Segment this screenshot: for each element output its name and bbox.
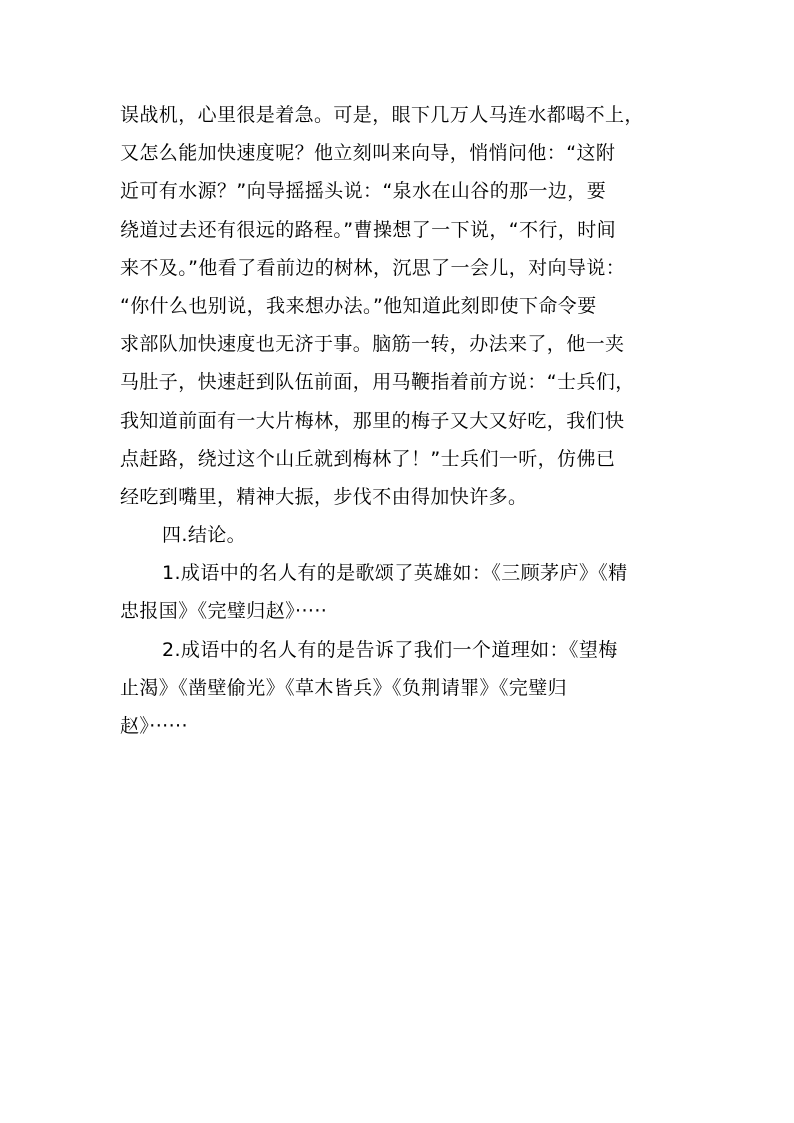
story-line: 又怎么能加快速度呢？他立刻叫来向导，悄悄问他：“这附	[120, 142, 616, 165]
story-line: 经吃到嘴里，精神大振，步伐不由得加快许多。	[120, 485, 528, 508]
conclusion-item-2-line: 2.成语中的名人有的是告诉了我们一个道理如：《望梅	[162, 638, 618, 661]
story-line: 来不及。”他看了看前边的树林，沉思了一会儿，对向导说：	[120, 256, 626, 279]
conclusion-item-1-line: 忠报国》《完璧归赵》·····	[120, 600, 328, 623]
story-line: 求部队加快速度也无济于事。脑筋一转，办法来了，他一夹	[120, 333, 625, 356]
document-body	[120, 96, 700, 745]
story-line: “你什么也别说，我来想办法。”他知道此刻即使下命令要	[120, 294, 597, 317]
story-line: 我知道前面有一大片梅林，那里的梅子又大又好吃，我们快	[120, 409, 625, 432]
story-line: 点赶路，绕过这个山丘就到梅林了！”士兵们一听，仿佛已	[120, 447, 616, 470]
story-line: 绕道过去还有很远的路程。”曹操想了一下说，“不行，时间	[120, 218, 616, 241]
conclusion-item-2-line: 赵》······	[120, 715, 188, 737]
story-line: 误战机，心里很是着急。可是，眼下几万人马连水都喝不上，	[120, 104, 644, 126]
story-line: 马肚子，快速赶到队伍前面，用马鞭指着前方说：“士兵们，	[120, 371, 635, 394]
story-line: 近可有水源？”向导摇摇头说：“泉水在山谷的那一边，要	[120, 180, 607, 203]
conclusion-item-2-line: 止渴》《凿壁偷光》《草木皆兵》《负荆请罪》《完璧归	[120, 676, 568, 699]
conclusion-item-1-line: 1.成语中的名人有的是歌颂了英雄如：《三顾茅庐》《精	[162, 562, 628, 585]
section-heading: 四.结论。	[162, 524, 247, 547]
